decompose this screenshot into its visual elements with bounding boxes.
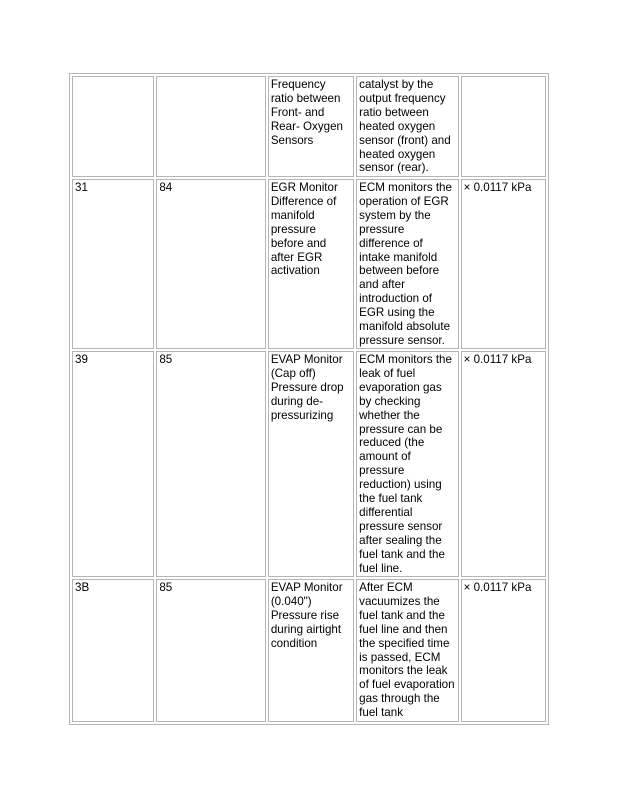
unit-cell: × 0.0117 kPa xyxy=(461,179,546,349)
table-row xyxy=(72,351,546,577)
tid-cell: 31 xyxy=(72,179,154,349)
tid-cell: 39 xyxy=(72,351,154,577)
table-row xyxy=(72,76,546,177)
monitor-data-table xyxy=(69,73,549,725)
unit-cell: × 0.0117 kPa xyxy=(461,351,546,577)
tid-cell xyxy=(72,76,154,177)
description-cell: ECM monitors the operation of EGR system by the pressure difference of intake manifold between before and after introduction of EGR using the manifold absolute pressure sensor. xyxy=(356,179,458,349)
description-cell: ECM monitors the leak of fuel evaporation gas by checking whether the pressure can be reduced (the amount of pressure reduction) using the fuel tank differential pressure sensor after sealing the fuel tank and the fuel line. xyxy=(356,351,458,577)
monitor-name-cell: EVAP Monitor (0.040") Pressure rise during airtight condition xyxy=(268,579,354,722)
description-cell: catalyst by the output frequency ratio between heated oxygen sensor (front) and heated oxygen sensor (rear). xyxy=(356,76,458,177)
monitor-name-cell: EVAP Monitor (Cap off) Pressure drop during de-pressurizing xyxy=(268,351,354,577)
unit-cell xyxy=(461,76,546,177)
monitor-name-cell: EGR Monitor Difference of manifold pressure before and after EGR activation xyxy=(268,179,354,349)
tid-cell: 3B xyxy=(72,579,154,722)
cid-cell xyxy=(156,76,265,177)
cid-cell: 85 xyxy=(156,351,265,577)
unit-cell: × 0.0117 kPa xyxy=(461,579,546,722)
cid-cell: 85 xyxy=(156,579,265,722)
table-row xyxy=(72,579,546,722)
monitor-name-cell: Frequency ratio between Front- and Rear- Oxygen Sensors xyxy=(268,76,354,177)
cid-cell: 84 xyxy=(156,179,265,349)
description-cell: After ECM vacuumizes the fuel tank and the fuel line and then the specified time is passed, ECM monitors the leak of fuel evaporation gas through the fuel tank xyxy=(356,579,458,722)
table-row xyxy=(72,179,546,349)
